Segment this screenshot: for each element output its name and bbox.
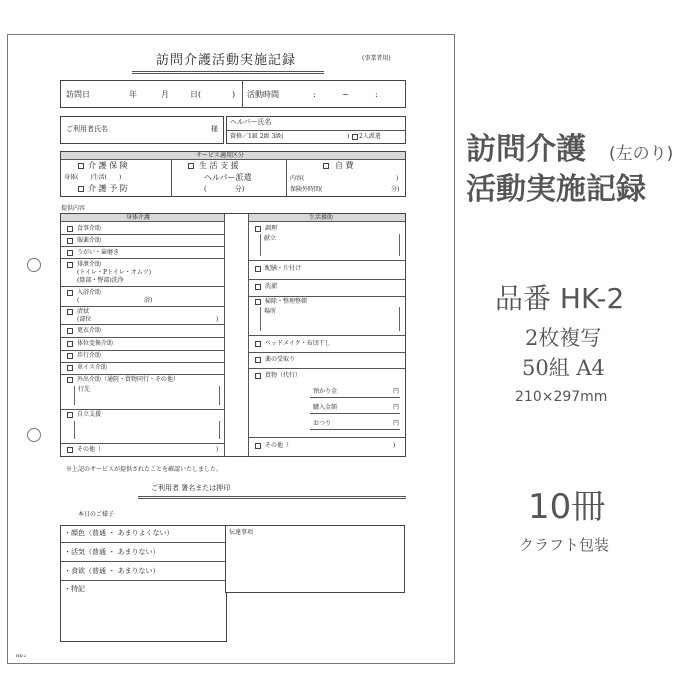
confirmation-note: ※上記のサービスが提供されたことを確認いたしました。 (66, 466, 223, 473)
visit-date-divider (242, 80, 243, 108)
month-label: 月 (161, 90, 169, 99)
row-line (61, 443, 224, 444)
cooking-checkbox[interactable] (255, 226, 261, 232)
column-divider (224, 214, 225, 457)
condition-line (61, 561, 226, 562)
life-support-label: 生 活 支 援 (199, 161, 239, 170)
cleaning-detail: 場所 (264, 308, 277, 315)
insurance-minutes: 分) (391, 186, 400, 193)
life-item: 掃除・整理整頓 (265, 298, 308, 305)
outing-detail: 行先 (78, 386, 91, 393)
service-divider-1 (171, 160, 172, 197)
care-insurance-label: 介 護 保 険 (88, 161, 128, 170)
independence-checkbox[interactable] (67, 412, 73, 418)
title-underline (132, 71, 324, 72)
outing-checkbox[interactable] (67, 377, 73, 383)
visit-date-label: 訪問日 (66, 90, 90, 99)
punch-hole-bottom (27, 428, 41, 442)
quantity-label: 10冊 (528, 487, 606, 527)
dispatch-minutes: ( 分) (204, 185, 245, 193)
wipe-detail-close: ) (216, 316, 219, 323)
physical-care-title: 身体介護 (126, 214, 151, 221)
meal-checkbox[interactable] (67, 226, 73, 232)
physical-item: 入浴介助 (77, 289, 102, 296)
walking-checkbox[interactable] (67, 353, 73, 359)
row-line (248, 335, 405, 336)
row-line (61, 324, 224, 325)
physical-item: 歩行介助 (77, 352, 102, 359)
dimensions-label: 210×297mm (515, 389, 608, 405)
row-line (248, 260, 405, 261)
punch-hole-top (27, 258, 41, 272)
excretion-detail-1: (トイレ・Pトイレ・オムツ) (77, 269, 152, 276)
product-name-line1: 訪問介護 (466, 132, 586, 167)
row-line (61, 258, 224, 259)
service-category-title: サービス適用区分 (196, 152, 245, 159)
bath-detail: 浴) (144, 297, 153, 304)
service-divider-2 (286, 160, 287, 197)
physical-item: 外出介助（通院・買物同行・その他） (77, 376, 180, 383)
condition-label: 本日のご様子 (78, 511, 115, 518)
serving-checkbox[interactable] (255, 266, 261, 272)
self-pay-checkbox[interactable] (323, 163, 329, 169)
condition-line (61, 542, 226, 543)
signature-line-2 (138, 498, 406, 499)
helper-dispatch-label: ヘルパー派遣 (204, 173, 252, 182)
bathing-checkbox[interactable] (67, 290, 73, 296)
life-other-checkbox[interactable] (255, 443, 261, 449)
deposit-line (310, 397, 400, 398)
form-title: 訪問介護活動実施記録 (156, 53, 297, 68)
condition-vitality: ・活気（普通 ・ あまりない） (64, 548, 160, 556)
honorific-label: 様 (211, 125, 218, 133)
cooking-detail: 献立 (264, 235, 277, 242)
change-label: おつり (313, 420, 331, 427)
row-line (61, 362, 224, 363)
physical-item: 排泄介助 (77, 261, 102, 268)
row-line (248, 352, 405, 353)
change-line (310, 429, 400, 430)
physical-other-close: ) (216, 446, 219, 453)
condition-appetite: ・食欲（普通 ・ あまりない） (64, 567, 160, 575)
product-name-line2: 活動実施記録 (466, 172, 646, 207)
deposit-yen: 円 (393, 388, 400, 395)
signature-label: ご利用者 署名または押印 (151, 484, 231, 492)
self-pay-label: 自 費 (335, 161, 354, 170)
self-pay-content: 内容( (290, 175, 305, 182)
row-line (248, 296, 405, 297)
life-other-close: ) (393, 442, 396, 449)
purchase-line (310, 413, 400, 414)
two-person-checkbox[interactable] (352, 134, 358, 140)
title-underline-2 (132, 73, 324, 74)
row-line (248, 437, 405, 438)
row-line (248, 368, 405, 369)
activity-time-label: 活動時間 (247, 90, 279, 99)
life-item: その他（ (265, 442, 290, 449)
life-item: 買物（代行） (265, 372, 302, 379)
row-line (61, 306, 224, 307)
medicine-pickup-checkbox[interactable] (255, 357, 261, 363)
cooking-bracket (260, 234, 400, 256)
dressing-checkbox[interactable] (67, 328, 73, 334)
physical-item: 車イス介助 (77, 364, 107, 371)
deposit-label: 預かり金 (313, 388, 338, 395)
physical-other-checkbox[interactable] (67, 447, 73, 453)
row-line (61, 246, 224, 247)
part-number: 品番 HK-2 (495, 282, 625, 315)
care-prevention-label: 介 護 予 防 (88, 184, 128, 193)
row-line (61, 374, 224, 375)
life-item: 調理 (265, 225, 278, 232)
qualification-label: 資格／1級 2級 3級( (230, 133, 284, 140)
time-tilde: ~ (342, 90, 349, 99)
helper-name-label: ヘルパー氏名 (230, 118, 272, 126)
repositioning-checkbox[interactable] (67, 341, 73, 347)
signature-line (138, 496, 406, 497)
excretion-checkbox[interactable] (67, 262, 73, 268)
physical-item: 清拭 (77, 308, 90, 315)
bath-detail-open: ( (77, 297, 80, 304)
notes-label: 伝達事項 (229, 529, 254, 536)
cleaning-checkbox[interactable] (255, 299, 261, 305)
sets-label: 50組 A4 (522, 356, 605, 380)
physical-item: 自立支援 (77, 411, 102, 418)
care-insurance-checkbox[interactable] (78, 163, 84, 169)
laundry-checkbox[interactable] (255, 284, 261, 290)
form-subtitle-tag: (事業者用) (362, 55, 391, 62)
oral-care-checkbox[interactable] (67, 250, 73, 256)
bedmaking-checkbox[interactable] (255, 341, 261, 347)
self-pay-content-close: ) (396, 175, 399, 182)
day-label: 日( (190, 90, 202, 99)
physical-item: 更衣介助 (77, 327, 102, 334)
year-label: 年 (129, 90, 137, 99)
wipe-detail: (部位 (77, 316, 92, 323)
form-sheet (7, 34, 455, 664)
packaging-label: クラフト包装 (519, 536, 610, 554)
medication-checkbox[interactable] (67, 238, 73, 244)
physical-item: 服薬介助 (77, 237, 102, 244)
change-yen: 円 (393, 420, 400, 427)
form-code: HK-2 (16, 653, 27, 658)
cleaning-bracket (260, 307, 400, 331)
life-support-checkbox[interactable] (188, 163, 194, 169)
shopping-checkbox[interactable] (255, 373, 261, 379)
copies-label: 2枚複写 (525, 326, 602, 350)
helper-divider (226, 130, 406, 131)
independence-bracket (74, 421, 220, 439)
care-prevention-checkbox[interactable] (78, 186, 84, 192)
physical-item: 食事介助 (77, 225, 102, 232)
insurance-outside-time: 保険外時間( (290, 186, 323, 193)
outing-bracket (74, 386, 220, 405)
physical-item: うがい・歯磨き (77, 249, 120, 256)
row-line (248, 279, 405, 280)
excretion-detail-2: (陰部・臀部)洗浄 (77, 277, 124, 284)
wipe-checkbox[interactable] (67, 309, 73, 315)
product-name-paren: (左のり) (609, 144, 674, 164)
row-line (61, 234, 224, 235)
life-item: 薬の受取り (265, 356, 296, 363)
row-line (61, 337, 224, 338)
physical-item: その他（ (77, 446, 102, 453)
row-line (61, 409, 224, 410)
time-sep-2: : (375, 90, 378, 99)
care-detail: 身体( )生活( ) (64, 174, 122, 181)
row-line (61, 350, 224, 351)
special-notes-label: ・特記 (64, 585, 85, 593)
life-item: 洗濯 (265, 283, 278, 290)
life-item: 配膳・片付け (265, 265, 302, 272)
services-provided-label: 提供内容 (61, 205, 86, 212)
condition-complexion: ・顔色（普通 ・ あまりよくない） (64, 529, 174, 537)
qualification-close: ) (347, 133, 350, 140)
time-sep-1: : (313, 90, 316, 99)
life-assist-title: 生活援助 (309, 214, 334, 221)
row-line (61, 286, 224, 287)
life-item: ベッドメイク・布団干し (265, 340, 331, 347)
day-close: ) (232, 90, 236, 99)
physical-item: 体位変換介助 (77, 340, 114, 347)
purchase-label: 購入金額 (313, 404, 338, 411)
two-person-label: 2人派遣 (359, 133, 381, 140)
wheelchair-checkbox[interactable] (67, 365, 73, 371)
condition-line (61, 580, 226, 581)
user-name-label: ご利用者氏名 (66, 125, 108, 133)
purchase-yen: 円 (393, 404, 400, 411)
